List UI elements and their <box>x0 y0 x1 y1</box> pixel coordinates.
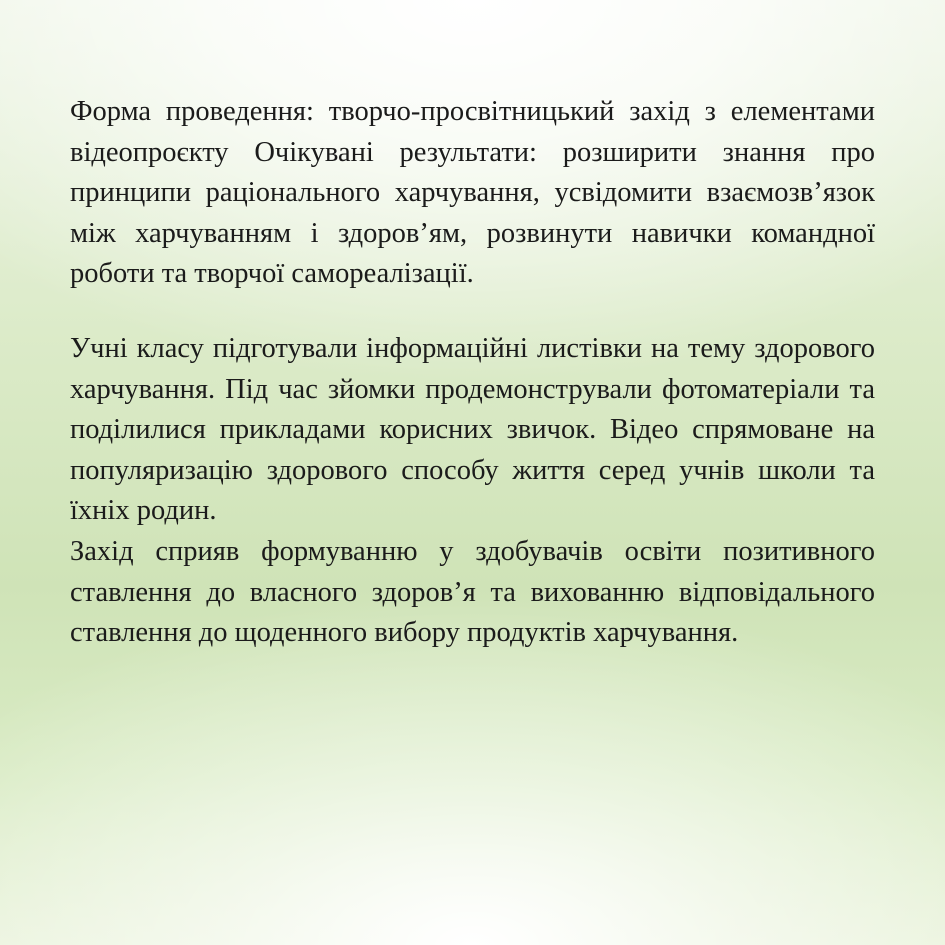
paragraph-activity-description: Учні класу підготували інформаційні листівки на тему здорового харчування. Під час зйомки продемонстрували фотоматеріали та поділилися прикладами корисних звичок. Відео спрямоване на популяризацію здорового способу життя серед учнів школи та їхніх родин. <box>70 333 875 527</box>
slide-text-block <box>70 92 875 654</box>
paragraph-form-and-results: Форма проведення: творчо-просвітницький захід з елементами відеопроєкту Очікувані результати: розширити знання про принципи раціонального харчування, усвідомити взаємозв’язок між харчуванням і здоров’ям, розвинути навички командної роботи та творчої самореалізації. <box>70 96 875 290</box>
paragraph-outcome: Захід сприяв формуванню у здобувачів освіти позитивного ставлення до власного здоров’я та вихованню відповідального ставлення до щоденного вибору продуктів харчування. <box>70 536 875 649</box>
